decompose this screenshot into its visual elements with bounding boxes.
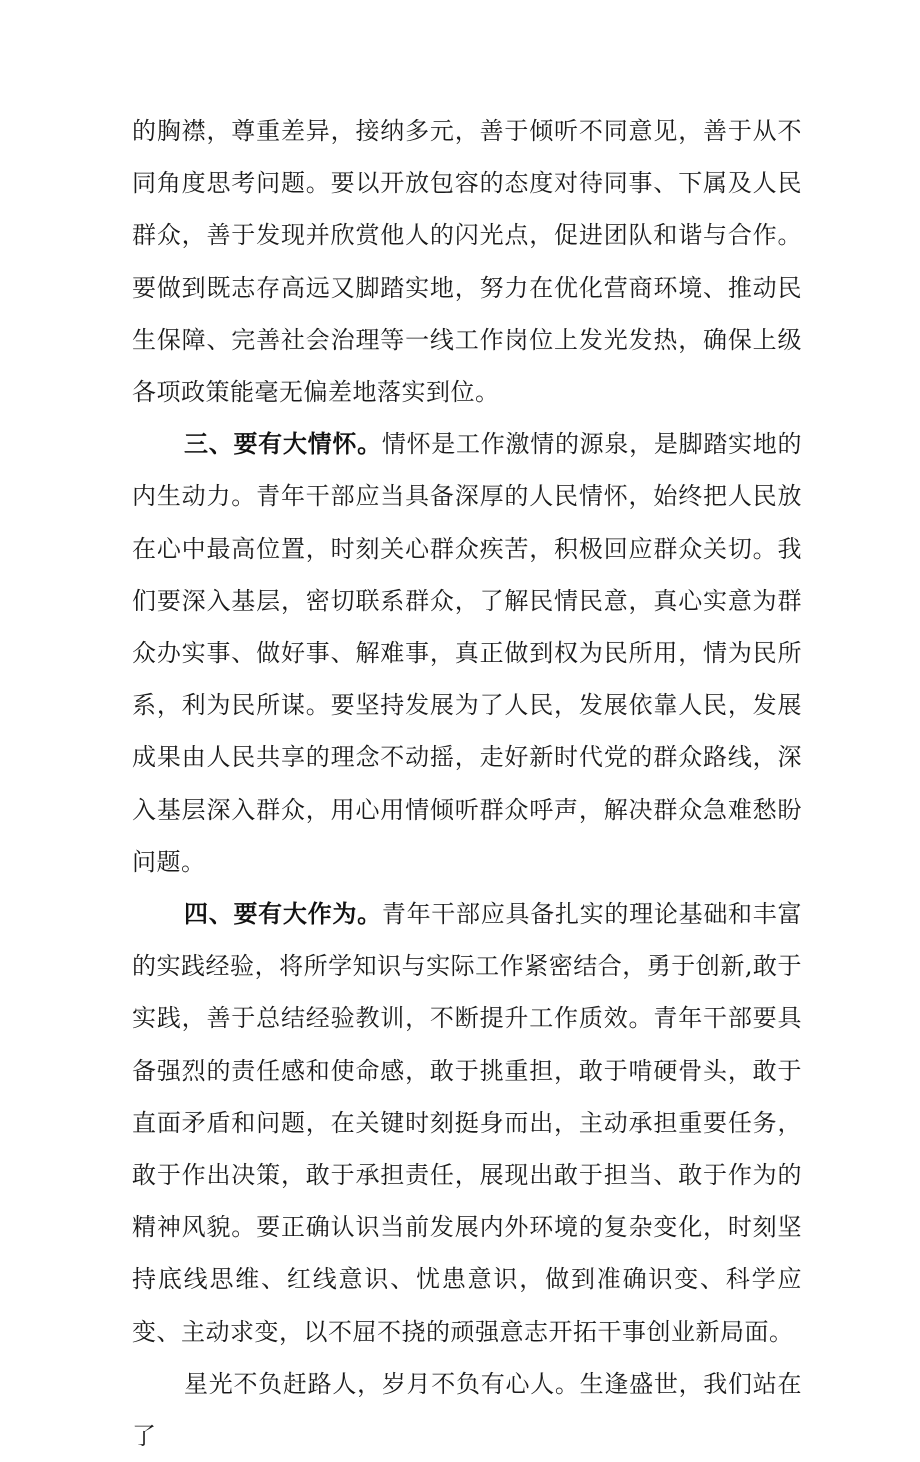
paragraph-text: 青年干部应具备扎实的理论基础和丰富的实践经验，将所学知识与实际工作紧密结合，勇于创新,敢于实践，善于总结经验教训，不断提升工作质效。青年干部要具备强烈的责任感和使命感，敢于挑重担，敢于啃硬骨头，敢于直面矛盾和问题，在关键时刻挺身而出，主动承担重要任务，敢于作出决策，敢于承担责任，展现出敢于担当、敢于作为的精神风貌。要正确认识当前发展内外环境的复杂变化，时刻坚持底线思维、红线意识、忧患意识，做到准确识变、科学应变、主动求变，以不屈不挠的顽强意志开拓干事创业新局面。	[132, 900, 803, 1346]
paragraph-text: 星光不负赶路人，岁月不负有心人。生逢盛世，我们站在了	[132, 1369, 802, 1451]
section-heading-three: 三、要有大情怀。	[184, 430, 382, 459]
paragraph-continuation	[132, 105, 802, 418]
paragraph-section-three	[132, 418, 802, 888]
section-heading-four: 四、要有大作为。	[184, 900, 382, 929]
paragraph-section-four	[132, 888, 802, 1358]
paragraph-closing	[132, 1358, 802, 1462]
paragraph-text: 情怀是工作激情的源泉，是脚踏实地的内生动力。青年干部应当具备深厚的人民情怀，始终把人民放在心中最高位置，时刻关心群众疾苦，积极回应群众关切。我们要深入基层，密切联系群众，了解民情民意，真心实意为群众办实事、做好事、解难事，真正做到权为民所用，情为民所系，利为民所谋。要坚持发展为了人民，发展依靠人民，发展成果由人民共享的理念不动摇，走好新时代党的群众路线，深入基层深入群众，用心用情倾听群众呼声，解决群众急难愁盼问题。	[132, 430, 803, 876]
paragraph-text: 的胸襟，尊重差异，接纳多元，善于倾听不同意见，善于从不同角度思考问题。要以开放包容的态度对待同事、下属及人民群众，善于发现并欣赏他人的闪光点，促进团队和谐与合作。要做到既志存高远又脚踏实地，努力在优化营商环境、推动民生保障、完善社会治理等一线工作岗位上发光发热，确保上级各项政策能毫无偏差地落实到位。	[132, 117, 802, 407]
document-body	[132, 105, 802, 1462]
